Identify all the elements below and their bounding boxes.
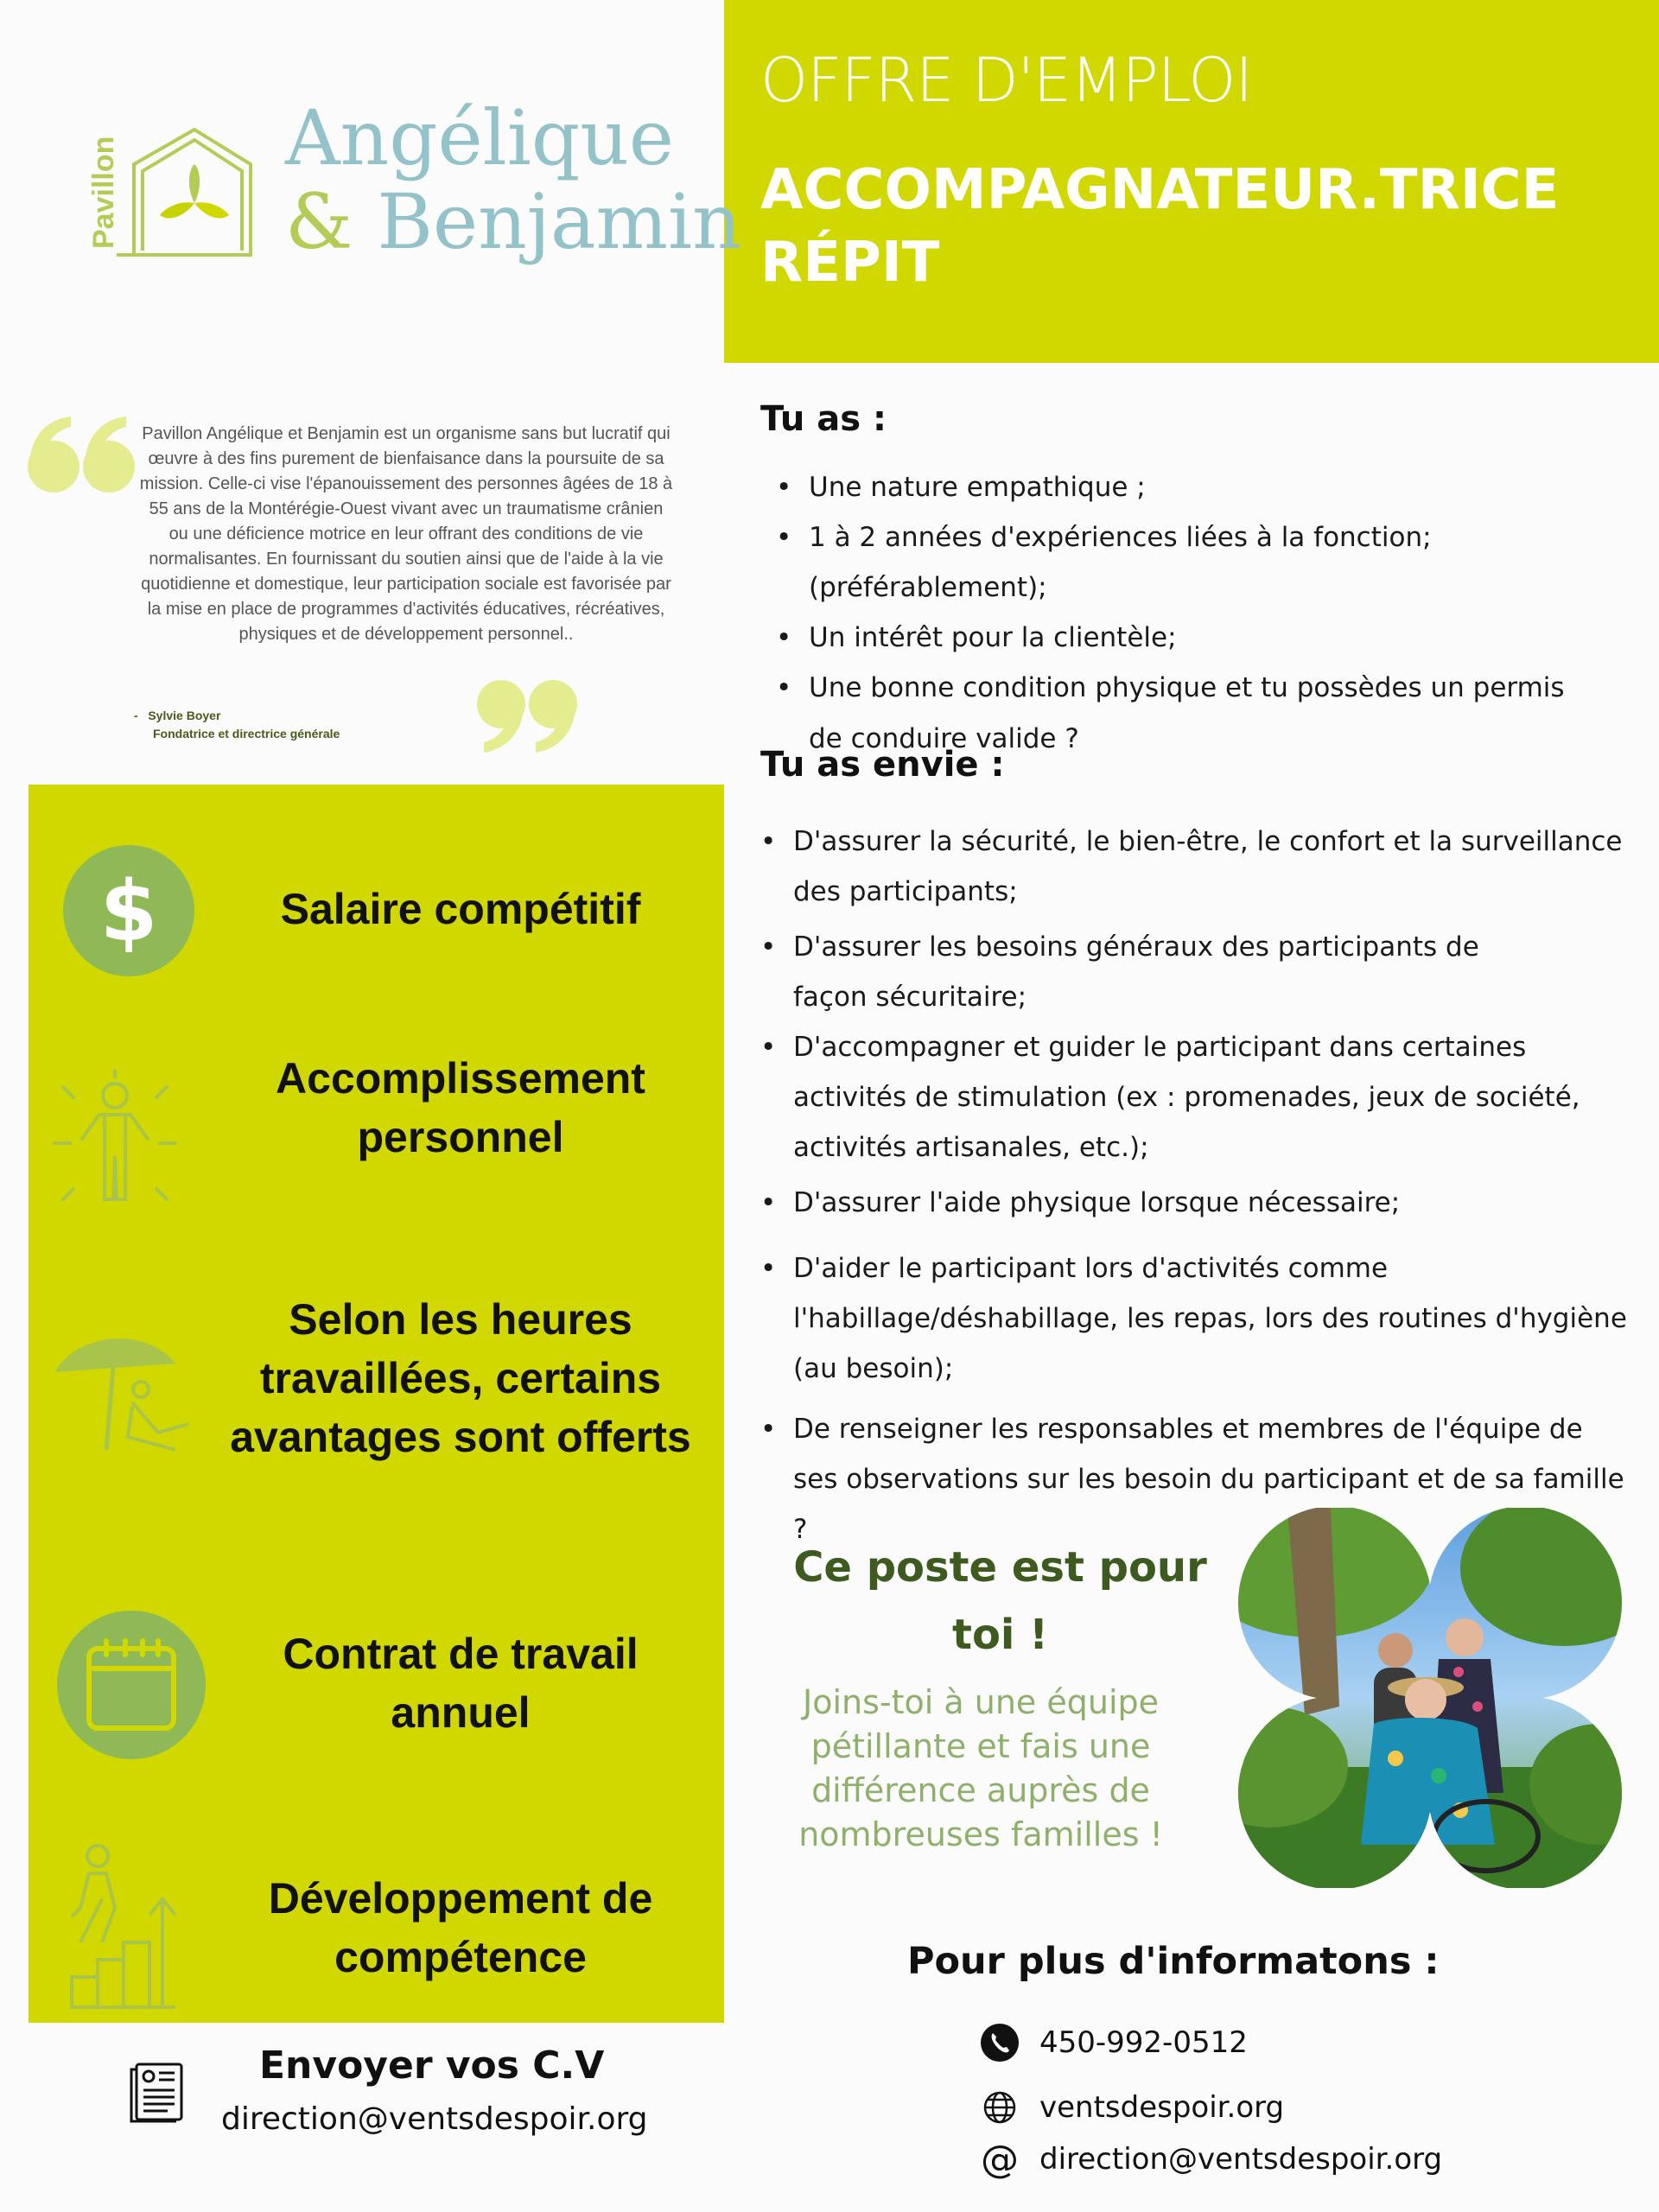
- resume-document-icon: [130, 2061, 185, 2123]
- calendar-icon: [56, 1610, 207, 1760]
- logo-vertical-word: Pavillon: [87, 136, 120, 249]
- phone-icon: [979, 2022, 1020, 2063]
- pavillon-house-logo-icon: [82, 95, 264, 268]
- logo-ampersand: &: [285, 177, 353, 266]
- list-item: • D'accompagner et guider le participant dans certaines activités de stimulation (ex : promenades, jeux de société, activités artisanales, etc.);: [760, 1022, 1633, 1173]
- contact-phone-row[interactable]: [979, 2022, 1248, 2063]
- contact-email-row[interactable]: [979, 2139, 1442, 2180]
- quote-open-icon: [26, 415, 138, 497]
- logo-name-benjamin: Benjamin: [377, 177, 741, 266]
- at-sign-icon: @: [981, 2137, 1019, 2182]
- website-link[interactable]: ventsdespoir.org: [1039, 2090, 1285, 2125]
- list-item: • 1 à 2 années d'expériences liées à la fonction; (préférablement);: [776, 512, 1640, 613]
- requirements-list: [776, 462, 1640, 765]
- person-glow-icon: [46, 1070, 184, 1217]
- list-item: • Un intérêt pour la clientèle;: [776, 613, 1640, 663]
- requirements-title: Tu as :: [760, 399, 887, 439]
- beach-umbrella-icon: [46, 1329, 201, 1459]
- quote-author: [134, 707, 340, 743]
- cta-subtitle: Joins-toi à une équipe pétillante et fais une différence auprès de nombreuses familles !: [798, 1683, 1163, 1853]
- desires-title: Tu as envie :: [760, 745, 1005, 785]
- offer-label: OFFRE D'EMPLOI: [760, 45, 1252, 116]
- benefits-panel: [29, 785, 724, 2023]
- desires-list: [760, 817, 1633, 1554]
- contact-website-row[interactable]: [979, 2087, 1284, 2128]
- list-item: • D'aider le participant lors d'activités comme l'habillage/déshabillage, les repas, lors des routines d'hygiène (au besoin);: [760, 1243, 1633, 1394]
- list-item: • D'assurer les besoins généraux des participants de façon sécuritaire;: [760, 922, 1554, 1022]
- team-photo: [1236, 1508, 1624, 1888]
- cv-email-link[interactable]: direction@ventsdespoir.org: [221, 2101, 648, 2137]
- list-item: • Une bonne condition physique et tu possèdes un permis de conduire valide ?: [776, 663, 1569, 765]
- phone-number[interactable]: 450-992-0512: [1039, 2025, 1248, 2060]
- benefit-accomplishment: Accomplissement personnel: [276, 1054, 645, 1161]
- author-dash: -: [134, 709, 138, 722]
- mission-quote-text: Pavillon Angélique et Benjamin est un organisme sans but lucratif qui œuvre à des fins purement de bienfaisance dans la poursuite de sa mission. Celle-ci vise l'épanouissement des personnes âgées de 18 à 55 ans de la Montérégie-Ouest vivant avec un traumatisme crânien ou une déficience motrice en leur offrant des conditions de vie normalisantes. En fournissant du soutien ainsi que de l'aide à la vie quotidienne et domestique, leur participation sociale est favorisée par la mise en place de programmes d'activités éducatives, récréatives, physiques et de développement personnel..: [139, 424, 673, 644]
- logo-name-line1: Angélique: [285, 93, 675, 182]
- email-link[interactable]: direction@ventsdespoir.org: [1039, 2142, 1443, 2177]
- job-title-line2: RÉPIT: [760, 231, 940, 295]
- list-item: • D'assurer la sécurité, le bien-être, le confort et la surveillance des participants;: [760, 817, 1633, 917]
- svg-text:$: $: [99, 863, 158, 960]
- benefit-advantages: Selon les heures travaillées, certains avantages sont offerts: [230, 1295, 691, 1461]
- benefit-skill-development: Développement de compétence: [268, 1874, 653, 1981]
- cv-title: Envoyer vos C.V: [259, 2044, 605, 2088]
- cta-title: Ce poste est pour toi !: [793, 1543, 1207, 1659]
- list-item: • D'assurer l'aide physique lorsque nécessaire;: [760, 1178, 1633, 1228]
- logo-name-line2: [285, 177, 741, 266]
- dollar-icon: [61, 843, 196, 978]
- benefit-salary: Salaire compétitif: [280, 885, 641, 933]
- list-item: • De renseigner les responsables et membres de l'équipe de ses observations sur les besoin du participant et de sa famille ?: [760, 1404, 1633, 1554]
- job-title-line1: ACCOMPAGNATEUR.TRICE: [760, 158, 1560, 222]
- quote-close-icon: [475, 678, 579, 756]
- author-name: Sylvie Boyer: [148, 709, 221, 722]
- benefit-annual-contract: Contrat de travail annuel: [283, 1630, 639, 1737]
- stairs-growth-icon: [63, 1839, 193, 2012]
- author-role: Fondatrice et directrice générale: [153, 727, 340, 741]
- job-title: [760, 154, 1624, 299]
- list-item: • Une nature empathique ;: [776, 462, 1640, 512]
- globe-icon: [979, 2087, 1020, 2128]
- contact-title: Pour plus d'informatons :: [907, 1940, 1440, 1983]
